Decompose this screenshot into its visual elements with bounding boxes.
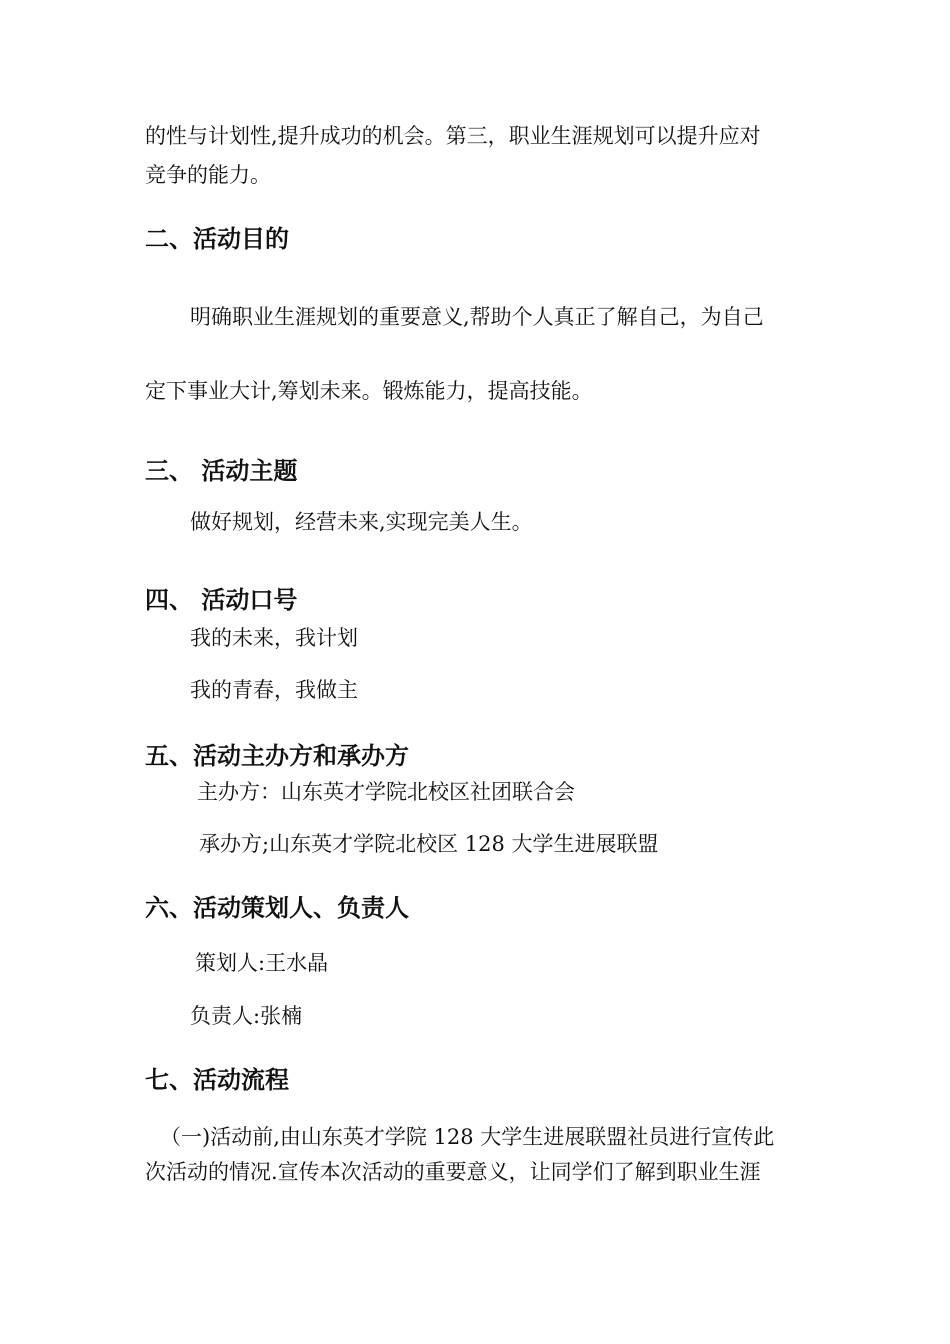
intro-line-2: 竞争的能力。 [145, 163, 271, 187]
section-6-heading: 六、活动策划人、负责人 [145, 894, 409, 922]
section-4-heading: 四、 活动口号 [145, 586, 298, 614]
section-4-line-2: 我的青春，我做主 [190, 678, 358, 702]
section-2-line-2: 定下事业大计,筹划未来。锻炼能力，提高技能。 [145, 379, 593, 403]
section-3-heading: 三、 活动主题 [145, 457, 298, 485]
section-2-heading: 二、活动目的 [145, 225, 289, 253]
section-3-line-1: 做好规划，经营未来,实现完美人生。 [190, 510, 533, 534]
section-5-line-2: 承办方;山东英才学院北校区 128 大学生进展联盟 [199, 832, 659, 856]
intro-line-1: 的性与计划性,提升成功的机会。第三，职业生涯规划可以提升应对 [145, 124, 761, 148]
section-7-line-2: 次活动的情况.宣传本次活动的重要意义，让同学们了解到职业生涯 [145, 1160, 761, 1184]
section-7-line-1: （一)活动前,由山东英才学院 128 大学生进展联盟社员进行宣传此 [160, 1125, 775, 1149]
section-5-heading: 五、活动主办方和承办方 [145, 742, 409, 770]
section-2-line-1: 明确职业生涯规划的重要意义,帮助个人真正了解自己，为自己 [190, 305, 764, 329]
section-6-line-1: 策划人:王水晶 [195, 951, 329, 975]
section-7-heading: 七、活动流程 [145, 1066, 289, 1094]
section-4-line-1: 我的未来，我计划 [190, 626, 358, 650]
section-5-line-1: 主办方：山东英才学院北校区社团联合会 [197, 780, 575, 804]
section-6-line-2: 负责人:张楠 [190, 1004, 303, 1028]
